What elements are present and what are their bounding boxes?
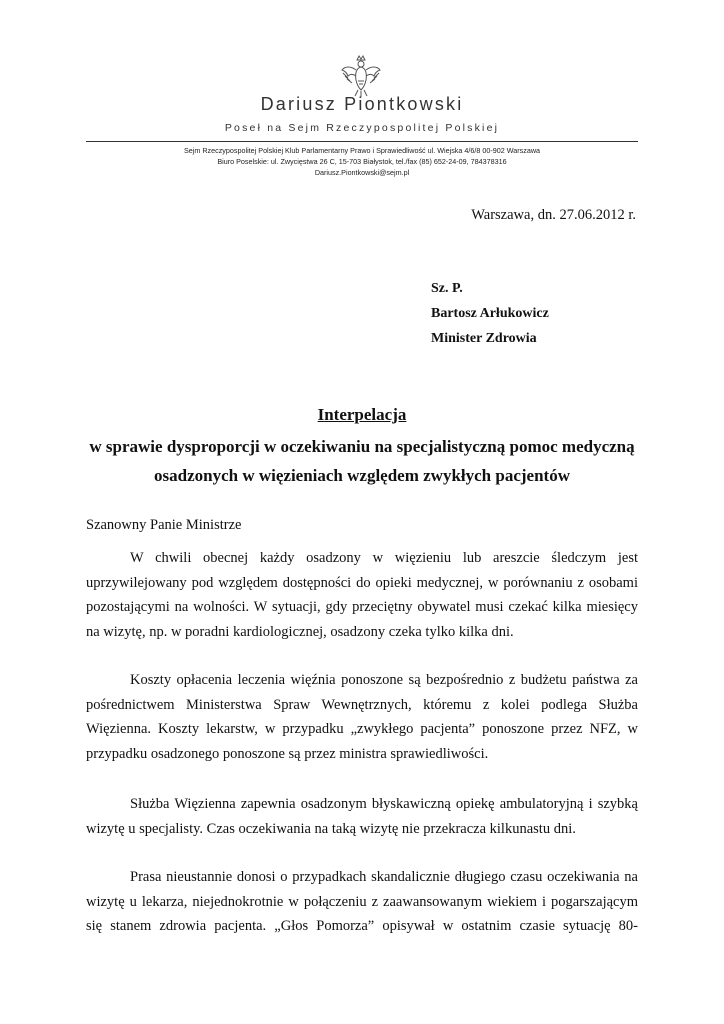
polish-eagle-icon	[339, 54, 383, 98]
recipient-position: Minister Zdrowia	[431, 331, 537, 346]
recipient-salutation: Sz. P.	[431, 281, 463, 296]
letter-date: Warszawa, dn. 27.06.2012 r.	[471, 207, 636, 223]
paragraph-3: Służba Więzienna zapewnia osadzonym błyskawiczną opiekę ambulatoryjną i szybką wizytę u specjalisty. Czas oczekiwania na taką wizytę nie przekracza kilkunastu dni.	[86, 796, 638, 837]
document-subject-line-2: osadzonych w więzieniach względem zwykłych pacjentów	[154, 466, 570, 485]
document-title: Interpelacja	[317, 405, 407, 424]
contact-line-parliament: Sejm Rzeczypospolitej Polskiej Klub Parlamentarny Prawo i Sprawiedliwość ul. Wiejska 4/6/8 00-902 Warszawa	[183, 146, 541, 155]
contact-email: Dariusz.Piontkowski@sejm.pl	[314, 168, 410, 177]
paragraph-2: Koszty opłacenia leczenia więźnia ponoszone są bezpośrednio z budżetu państwa za pośrednictwem Ministerstwa Spraw Wewnętrznych, któremu z kolei podlega Służba Więzienna. Koszty lekarstw, w przypadku „zwykłego pacjenta” ponoszone przez NFZ, w przypadku osadzonego ponoszone są przez ministra sprawiedliwości.	[86, 672, 638, 762]
contact-line-office: Biuro Poselskie: ul. Zwycięstwa 26 C, 15-703 Białystok, tel./fax (85) 652-24-09, 784378316	[217, 157, 507, 166]
recipient-name: Bartosz Arłukowicz	[431, 306, 549, 321]
greeting: Szanowny Panie Ministrze	[86, 517, 242, 533]
paragraph-1: W chwili obecnej każdy osadzony w więzieniu lub areszcie śledczym jest uprzywilejowany pod względem dostępności do opieki medycznej, w porównaniu z osobami pozostającymi na wolności. W sytuacji, gdy przeciętny obywatel musi czekać kilka miesięcy na wizytę, np. w poradni kardiologicznej, osadzony czeka tylko kilka dni.	[86, 550, 638, 640]
header-divider	[86, 141, 638, 142]
sender-title: Poseł na Sejm Rzeczypospolitej Polskiej	[224, 122, 500, 134]
paragraph-4: Prasa nieustannie donosi o przypadkach skandalicznie długiego czasu oczekiwania na wizytę u lekarza, niejednokrotnie w połączeniu z zaawansowanym wiekiem i pogarszającym się stanem zdrowia pacjenta. „Głos Pomorza” opisywał w ostatnim czasie sytuację 80-	[86, 869, 638, 934]
sender-name: Dariusz Piontkowski	[260, 94, 464, 114]
document-subject-line-1: w sprawie dysproporcji w oczekiwaniu na specjalistyczną pomoc medyczną	[89, 437, 635, 456]
